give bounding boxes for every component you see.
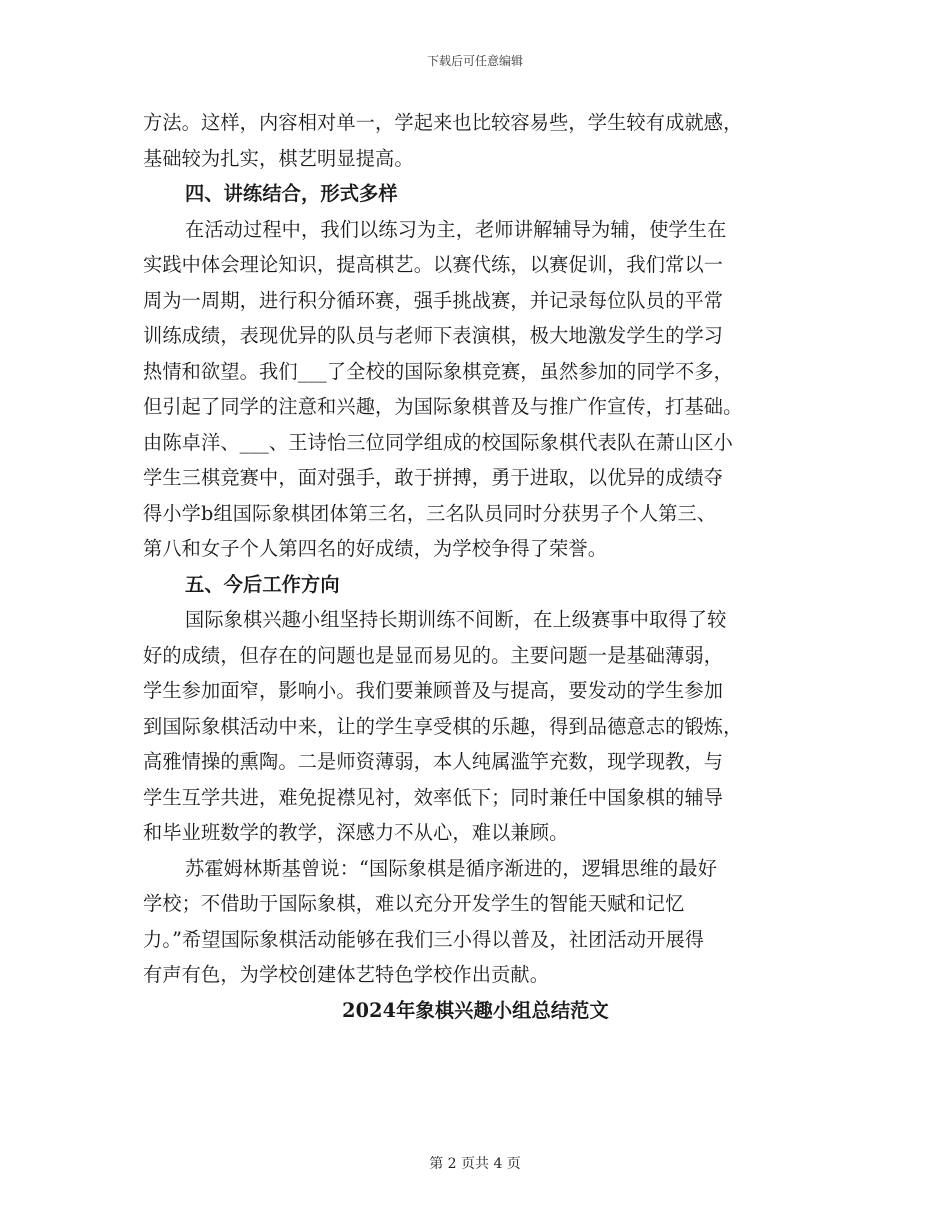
- paragraph-line: 学校；不借助于国际象棋，难以充分开发学生的智能天赋和记忆: [143, 892, 685, 915]
- paragraph-line: 和毕业班数学的教学，深感力不从心，难以兼顾。: [143, 821, 569, 844]
- paragraph-line: 周为一周期，进行积分循环赛，强手挑战赛，并记录每位队员的平常: [143, 288, 724, 312]
- paragraph-line: 实践中体会理论知识，提高棋艺。以赛代练，以赛促训，我们常以一: [143, 253, 724, 276]
- section-heading: 四、讲练结合，形式多样: [185, 182, 398, 205]
- paragraph-line: 基础较为扎实，棋艺明显提高。: [143, 146, 414, 170]
- paragraph-line: 热情和欲望。我们___了全校的国际象棋竞赛，虽然参加的同学不多，: [143, 359, 734, 383]
- paragraph-line: 第八和女子个人第四名的好成绩，为学校争得了荣誉。: [143, 537, 608, 560]
- paragraph-line: 苏霍姆林斯基曾说：“国际象棋是循序渐进的，逻辑思维的最好: [185, 856, 718, 880]
- page-header: 下载后可任意编辑: [426, 54, 523, 68]
- paragraph-line: 由陈卓洋、___、王诗怡三位同学组成的校国际象棋代表队在萧山区小: [143, 430, 734, 454]
- paragraph-line: 学生互学共进，难免捉襟见衬，效率低下；同时兼任中国象棋的辅导: [143, 785, 724, 809]
- paragraph-line: 在活动过程中，我们以练习为主，老师讲解辅导为辅，使学生在: [185, 217, 727, 241]
- paragraph-line: 好的成绩，但存在的问题也是显而易见的。主要问题一是基础薄弱，: [143, 643, 724, 667]
- paragraph-line: 训练成绩，表现优异的队员与老师下表演棋，极大地激发学生的学习: [143, 324, 724, 347]
- paragraph-line: 学生参加面窄，影响小。我们要兼顾普及与提高，要发动的学生参加: [143, 679, 724, 702]
- paragraph-line: 学生三棋竞赛中，面对强手，敢于拼搏，勇于进取，以优异的成绩夺: [143, 466, 724, 489]
- paragraph-line: 国际象棋兴趣小组坚持长期训练不间断，在上级赛事中取得了较: [185, 608, 727, 631]
- page-number: 第 2 页共 4 页: [429, 1156, 521, 1172]
- paragraph-line: 得小学b组国际象棋团体第三名，三名队员同时分获男子个人第三、: [143, 501, 717, 525]
- paragraph-line: 但引起了同学的注意和兴趣，为国际象棋普及与推广作宣传，打基础。: [143, 395, 743, 418]
- document-body: [143, 105, 808, 1028]
- document-title: 2024年象棋兴趣小组总结范文: [342, 998, 609, 1022]
- section-heading: 五、今后工作方向: [185, 572, 340, 596]
- paragraph-line: 方法。这样，内容相对单一，学起来也比较容易些，学生较有成就感，: [143, 111, 743, 134]
- paragraph-line: 到国际象棋活动中来，让的学生享受棋的乐趣，得到品德意志的锻炼，: [143, 714, 743, 738]
- paragraph-line: 有声有色，为学校创建体艺特色学校作出贡献。: [143, 963, 550, 986]
- paragraph-line: 力。”希望国际象棋活动能够在我们三小得以普及，社团活动开展得: [143, 927, 705, 951]
- paragraph-line: 高雅情操的熏陶。二是师资薄弱，本人纯属滥竽充数，现学现教，与: [143, 750, 724, 773]
